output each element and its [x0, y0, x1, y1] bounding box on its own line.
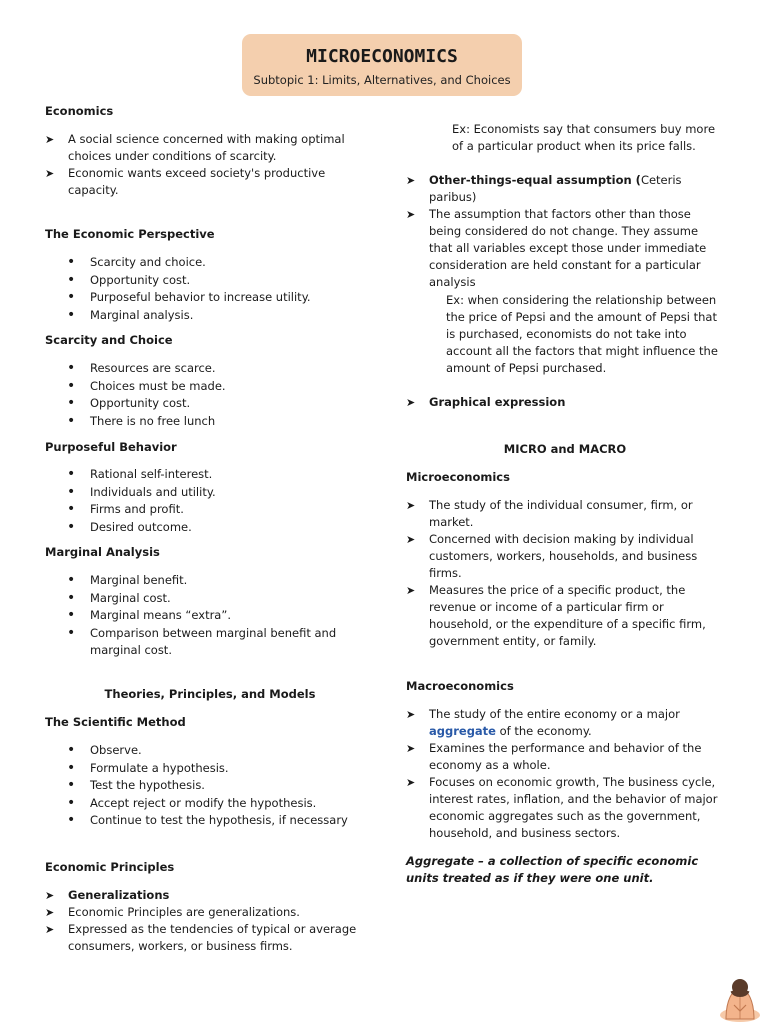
list-item: • Formulate a hypothesis.: [67, 760, 377, 778]
list-item: ➤ Expressed as the tendencies of typical or average consumers, workers, or business firms.: [45, 921, 365, 955]
list-item: ➤ A social science concerned with making optimal choices under conditions of scarcity.: [45, 131, 365, 165]
list-item: ➤ Measures the price of a specific product, the revenue or income of a particular firm or household, or the expenditure of a specific firm, government entity, or family.: [406, 582, 724, 650]
list-item: ➤ Examines the performance and behavior of the economy as a whole.: [406, 740, 724, 774]
list-item: ➤ Graphical expression: [406, 394, 724, 411]
list-item: • Marginal cost.: [67, 590, 367, 608]
ceteris-paribus-list: [406, 172, 724, 291]
micro-list: [406, 497, 724, 650]
example-consumers: Ex: Economists say that consumers buy more of a particular product when its price falls.: [452, 122, 716, 153]
list-item: • Opportunity cost.: [67, 272, 367, 290]
principles-list: [45, 887, 365, 955]
aggregate-link[interactable]: aggregate: [429, 724, 496, 738]
list-item: • Marginal benefit.: [67, 572, 367, 590]
list-item: • Firms and profit.: [67, 501, 367, 519]
heading-micro-macro: MICRO and MACRO: [503, 442, 627, 456]
list-item: [406, 706, 724, 740]
list-item: • Observe.: [67, 742, 377, 760]
aggregate-definition: Aggregate – a collection of specific economic units treated as if they were one unit.: [406, 854, 699, 885]
ceteris-latin: Ceteris paribus): [429, 173, 682, 204]
economics-list: [45, 131, 365, 199]
heading-marginal: Marginal Analysis: [45, 545, 160, 559]
list-item: • Test the hypothesis.: [67, 777, 377, 795]
list-item: ➤ Concerned with decision making by individual customers, workers, households, and business firms.: [406, 531, 724, 582]
list-item: • Continue to test the hypothesis, if necessary: [67, 812, 377, 830]
scarcity-list: [67, 360, 367, 430]
macro-item-text-end: of the economy.: [495, 724, 592, 738]
macro-list: [406, 706, 724, 842]
list-item: ➤ Focuses on economic growth, The business cycle, interest rates, inflation, and the behavior of major economic aggregates such as the government, household, and business sectors.: [406, 774, 724, 842]
list-item: • Individuals and utility.: [67, 484, 367, 502]
perspective-list: [67, 254, 367, 324]
heading-theories: Theories, Principles, and Models: [104, 687, 316, 701]
list-item: ➤ The study of the individual consumer, firm, or market.: [406, 497, 724, 531]
heading-purposeful: Purposeful Behavior: [45, 440, 177, 454]
list-item: [406, 172, 724, 206]
mascot-icon: [716, 975, 764, 1023]
list-item: • Opportunity cost.: [67, 395, 367, 413]
marginal-list: [67, 572, 367, 660]
heading-microeconomics: Microeconomics: [406, 470, 510, 484]
list-item: • Resources are scarce.: [67, 360, 367, 378]
list-item: • There is no free lunch: [67, 413, 367, 431]
list-item: • Comparison between marginal benefit and marginal cost.: [67, 625, 367, 660]
heading-macroeconomics: Macroeconomics: [406, 679, 514, 693]
list-item: • Desired outcome.: [67, 519, 367, 537]
heading-economic-principles: Economic Principles: [45, 860, 175, 874]
list-item: • Purposeful behavior to increase utility.: [67, 289, 367, 307]
title-banner: [242, 34, 522, 96]
list-item: • Scarcity and choice.: [67, 254, 367, 272]
list-item: ➤ The assumption that factors other than those being considered do not change. They assume that all variables except those under immediate consideration are held constant for a particular analysis: [406, 206, 724, 291]
example-pepsi: Ex: when considering the relationship between the price of Pepsi and the amount of Pepsi that is purchased, economists do not take into account all the factors that might influence the amount of Pepsi purchased.: [446, 293, 718, 375]
list-item: ➤ Economic wants exceed society's productive capacity.: [45, 165, 365, 199]
graphical-list: [406, 394, 724, 411]
heading-scarcity: Scarcity and Choice: [45, 333, 173, 347]
heading-scientific-method: The Scientific Method: [45, 715, 186, 729]
heading-economic-perspective: The Economic Perspective: [45, 227, 215, 241]
list-item: • Rational self-interest.: [67, 466, 367, 484]
ceteris-label: Other-things-equal assumption (: [429, 173, 641, 187]
list-item: ➤ Generalizations: [45, 887, 365, 904]
macro-item-text: The study of the entire economy or a major: [429, 707, 680, 721]
list-item: • Marginal means “extra”.: [67, 607, 367, 625]
list-item: ➤ Economic Principles are generalizations.: [45, 904, 365, 921]
list-item: • Marginal analysis.: [67, 307, 367, 325]
purposeful-list: [67, 466, 367, 536]
heading-economics: Economics: [45, 104, 114, 118]
scientific-list: [67, 742, 377, 830]
page-subtitle: Subtopic 1: Limits, Alternatives, and Choices: [253, 73, 511, 87]
list-item: • Choices must be made.: [67, 378, 367, 396]
list-item: • Accept reject or modify the hypothesis.: [67, 795, 377, 813]
page-title: MICROECONOMICS: [306, 46, 458, 67]
